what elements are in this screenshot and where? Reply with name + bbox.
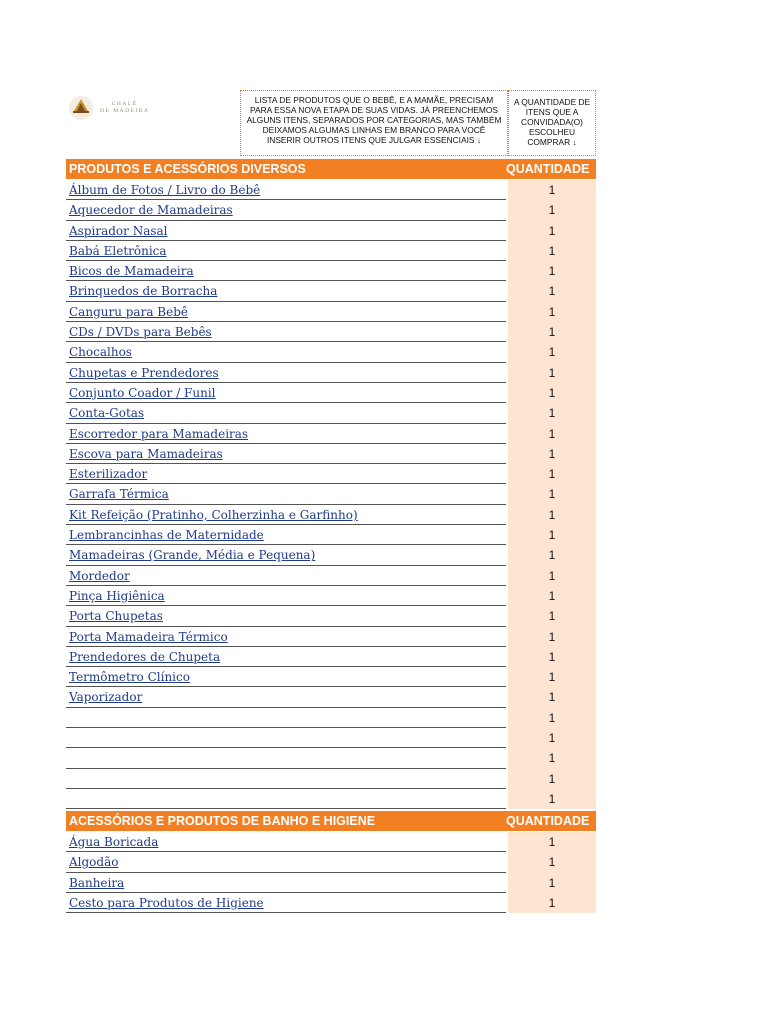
- table-row: [66, 893, 596, 913]
- item-quantity-cell[interactable]: 1: [508, 403, 596, 423]
- item-name-cell[interactable]: [66, 363, 506, 383]
- item-name-link[interactable]: Conta-Gotas: [69, 406, 145, 421]
- item-name-link[interactable]: Pinça Higiênica: [69, 588, 165, 603]
- item-name-cell[interactable]: [66, 464, 506, 484]
- item-name-cell[interactable]: [66, 586, 506, 606]
- item-quantity-cell[interactable]: 1: [508, 221, 596, 241]
- item-name-cell[interactable]: [66, 667, 506, 687]
- table-row: [66, 586, 596, 606]
- item-name-cell[interactable]: [66, 180, 506, 200]
- table-row: [66, 748, 596, 768]
- item-name-cell[interactable]: [66, 832, 506, 852]
- item-name-link[interactable]: Algodão: [69, 855, 119, 870]
- item-name-cell[interactable]: [66, 852, 506, 872]
- table-row: [66, 708, 596, 728]
- item-quantity-cell[interactable]: 1: [508, 281, 596, 301]
- item-name-cell[interactable]: [66, 241, 506, 261]
- item-name-link[interactable]: [66, 772, 69, 786]
- item-name-link[interactable]: Bicos de Mamadeira: [69, 264, 194, 279]
- table-row: [66, 342, 596, 362]
- table-row: [66, 769, 596, 789]
- item-name-cell[interactable]: [66, 444, 506, 464]
- table-row: [66, 789, 596, 809]
- table-row: [66, 403, 596, 423]
- item-name-cell[interactable]: [66, 789, 506, 809]
- item-name-link[interactable]: Escova para Mamadeiras: [69, 446, 223, 461]
- item-name-link[interactable]: Chocalhos: [69, 345, 132, 360]
- table-row: [66, 852, 596, 872]
- quantity-column-header: QUANTIDADE: [506, 162, 590, 176]
- item-name-link[interactable]: Cesto para Produtos de Higiene: [69, 895, 264, 910]
- section-header-diversos: [66, 159, 596, 179]
- item-name-link[interactable]: Babá Eletrônica: [69, 243, 167, 258]
- item-quantity-cell[interactable]: 1: [508, 873, 596, 893]
- item-name-cell[interactable]: [66, 748, 506, 768]
- item-quantity-cell[interactable]: 1: [508, 322, 596, 342]
- item-quantity-cell[interactable]: 1: [508, 525, 596, 545]
- item-quantity-cell[interactable]: 1: [508, 769, 596, 789]
- item-name-link[interactable]: [66, 751, 69, 765]
- item-name-link[interactable]: CDs / DVDs para Bebês: [69, 325, 212, 340]
- table-row: [66, 566, 596, 586]
- item-quantity-cell[interactable]: 1: [508, 687, 596, 707]
- item-quantity-cell[interactable]: 1: [508, 708, 596, 728]
- item-quantity-cell[interactable]: 1: [508, 647, 596, 667]
- item-name-link[interactable]: Água Boricada: [69, 835, 159, 849]
- item-quantity-cell[interactable]: 1: [508, 363, 596, 383]
- item-quantity-cell[interactable]: 1: [508, 893, 596, 913]
- item-name-cell[interactable]: [66, 424, 506, 444]
- item-name-link[interactable]: Vaporizador: [69, 690, 143, 705]
- table-row: [66, 261, 596, 281]
- table-row: [66, 606, 596, 626]
- item-name-link[interactable]: Banheira: [69, 875, 125, 890]
- items-list-banho-higiene: [66, 832, 596, 913]
- item-name-link[interactable]: Aquecedor de Mamadeiras: [69, 203, 233, 218]
- item-name-link[interactable]: Mordedor: [69, 568, 130, 583]
- item-quantity-cell[interactable]: 1: [508, 586, 596, 606]
- item-quantity-cell[interactable]: 1: [508, 180, 596, 200]
- item-name-cell[interactable]: [66, 383, 506, 403]
- logo-wordmark: [100, 101, 149, 115]
- item-name-link[interactable]: Porta Mamadeira Térmico: [69, 629, 228, 644]
- quantity-note: A QUANTIDADE DE ITENS QUE A CONVIDADA(O) ESCOLHEU COMPRAR ↓: [508, 90, 596, 156]
- item-name-cell[interactable]: [66, 769, 506, 789]
- item-quantity-cell[interactable]: 1: [508, 852, 596, 872]
- table-row: [66, 444, 596, 464]
- item-name-cell[interactable]: [66, 627, 506, 647]
- item-name-cell[interactable]: [66, 545, 506, 565]
- quantity-column-header: QUANTIDADE: [506, 814, 590, 828]
- item-name-cell[interactable]: [66, 893, 506, 913]
- item-name-cell[interactable]: [66, 606, 506, 626]
- table-row: [66, 281, 596, 301]
- table-row: [66, 647, 596, 667]
- item-name-link[interactable]: Kit Refeição (Pratinho, Colherzinha e Garfinho): [69, 507, 358, 522]
- item-name-link[interactable]: Mamadeiras (Grande, Média e Pequena): [69, 548, 316, 563]
- table-row: [66, 728, 596, 748]
- table-row: [66, 525, 596, 545]
- section-header-banho-higiene: [66, 811, 596, 831]
- item-quantity-cell[interactable]: 1: [508, 606, 596, 626]
- item-name-link[interactable]: Termômetro Clínico: [69, 670, 190, 685]
- item-name-link[interactable]: Porta Chupetas: [69, 609, 163, 624]
- instructions-note: LISTA DE PRODUTOS QUE O BEBÊ, E A MAMÃE, PRECISAM PARA ESSA NOVA ETAPA DE SUAS VIDAS. JÁ PREENCHEMOS ALGUNS ITENS, SEPARADOS POR CATEGORIAS, MAS TAMBÉM DEIXAMOS ALGUMAS LINHAS EM BRANCO PARA VOCÊ INSERIR OUTROS ITENS QUE JULGAR ESSENCIAIS ↓: [240, 90, 508, 156]
- item-name-cell[interactable]: [66, 221, 506, 241]
- item-quantity-cell[interactable]: 1: [508, 832, 596, 852]
- logo-line-2: DE MADEIRA: [100, 108, 150, 114]
- table-row: [66, 484, 596, 504]
- table-row: [66, 180, 596, 200]
- section-title: PRODUTOS E ACESSÓRIOS DIVERSOS: [69, 162, 306, 176]
- item-name-link[interactable]: Conjunto Coador / Funil: [69, 385, 216, 400]
- item-quantity-cell[interactable]: 1: [508, 728, 596, 748]
- item-quantity-cell[interactable]: 1: [508, 789, 596, 809]
- item-name-link[interactable]: [66, 731, 69, 745]
- item-quantity-cell[interactable]: 1: [508, 444, 596, 464]
- item-quantity-cell[interactable]: 1: [508, 241, 596, 261]
- chalet-logo-icon: [68, 95, 94, 121]
- table-row: [66, 687, 596, 707]
- item-quantity-cell[interactable]: 1: [508, 200, 596, 220]
- item-quantity-cell[interactable]: 1: [508, 484, 596, 504]
- table-row: [66, 221, 596, 241]
- section-title: ACESSÓRIOS E PRODUTOS DE BANHO E HIGIENE: [69, 814, 376, 828]
- table-row: [66, 464, 596, 484]
- item-name-cell[interactable]: [66, 484, 506, 504]
- table-row: [66, 322, 596, 342]
- item-name-cell[interactable]: [66, 322, 506, 342]
- item-name-cell[interactable]: [66, 708, 506, 728]
- table-row: [66, 424, 596, 444]
- item-name-cell[interactable]: [66, 728, 506, 748]
- item-name-link[interactable]: Escorredor para Mamadeiras: [69, 426, 249, 441]
- item-quantity-cell[interactable]: 1: [508, 342, 596, 362]
- item-quantity-cell[interactable]: 1: [508, 505, 596, 525]
- item-name-link[interactable]: Chupetas e Prendedores: [69, 365, 219, 380]
- item-name-cell[interactable]: [66, 505, 506, 525]
- item-quantity-cell[interactable]: 1: [508, 667, 596, 687]
- table-row: [66, 832, 596, 852]
- item-quantity-cell[interactable]: 1: [508, 464, 596, 484]
- table-row: [66, 383, 596, 403]
- item-name-link[interactable]: [66, 792, 69, 806]
- item-name-cell[interactable]: [66, 525, 506, 545]
- item-name-link[interactable]: Lembrancinhas de Maternidade: [69, 528, 264, 543]
- item-quantity-cell[interactable]: 1: [508, 566, 596, 586]
- item-name-cell[interactable]: [66, 647, 506, 667]
- table-row: [66, 302, 596, 322]
- table-row: [66, 363, 596, 383]
- table-row: [66, 627, 596, 647]
- item-name-cell[interactable]: [66, 873, 506, 893]
- item-quantity-cell[interactable]: 1: [508, 261, 596, 281]
- item-name-cell[interactable]: [66, 342, 506, 362]
- item-quantity-cell[interactable]: 1: [508, 545, 596, 565]
- item-name-cell[interactable]: [66, 200, 506, 220]
- item-name-link[interactable]: Prendedores de Chupeta: [69, 649, 221, 664]
- item-name-cell[interactable]: [66, 302, 506, 322]
- item-name-cell[interactable]: [66, 687, 506, 707]
- item-name-cell[interactable]: [66, 403, 506, 423]
- table-row: [66, 873, 596, 893]
- item-name-link[interactable]: Brinquedos de Borracha: [69, 284, 218, 299]
- item-name-cell[interactable]: [66, 281, 506, 301]
- brand-logo: [68, 92, 168, 124]
- item-name-link[interactable]: Aspirador Nasal: [69, 223, 168, 238]
- item-name-link[interactable]: Álbum de Fotos / Livro do Bebê: [69, 183, 261, 197]
- item-quantity-cell[interactable]: 1: [508, 748, 596, 768]
- item-quantity-cell[interactable]: 1: [508, 383, 596, 403]
- table-row: [66, 667, 596, 687]
- item-name-cell[interactable]: [66, 261, 506, 281]
- item-quantity-cell[interactable]: 1: [508, 424, 596, 444]
- item-name-link[interactable]: [66, 711, 69, 725]
- table-row: [66, 200, 596, 220]
- item-name-link[interactable]: Garrafa Térmica: [69, 487, 169, 502]
- items-list-diversos: [66, 180, 596, 809]
- table-row: [66, 505, 596, 525]
- table-row: [66, 241, 596, 261]
- logo-line-1: CHALÉ: [111, 101, 138, 107]
- table-row: [66, 545, 596, 565]
- item-quantity-cell[interactable]: 1: [508, 302, 596, 322]
- item-name-link[interactable]: Esterilizador: [69, 467, 148, 482]
- item-quantity-cell[interactable]: 1: [508, 627, 596, 647]
- item-name-link[interactable]: Canguru para Bebê: [69, 304, 188, 319]
- item-name-cell[interactable]: [66, 566, 506, 586]
